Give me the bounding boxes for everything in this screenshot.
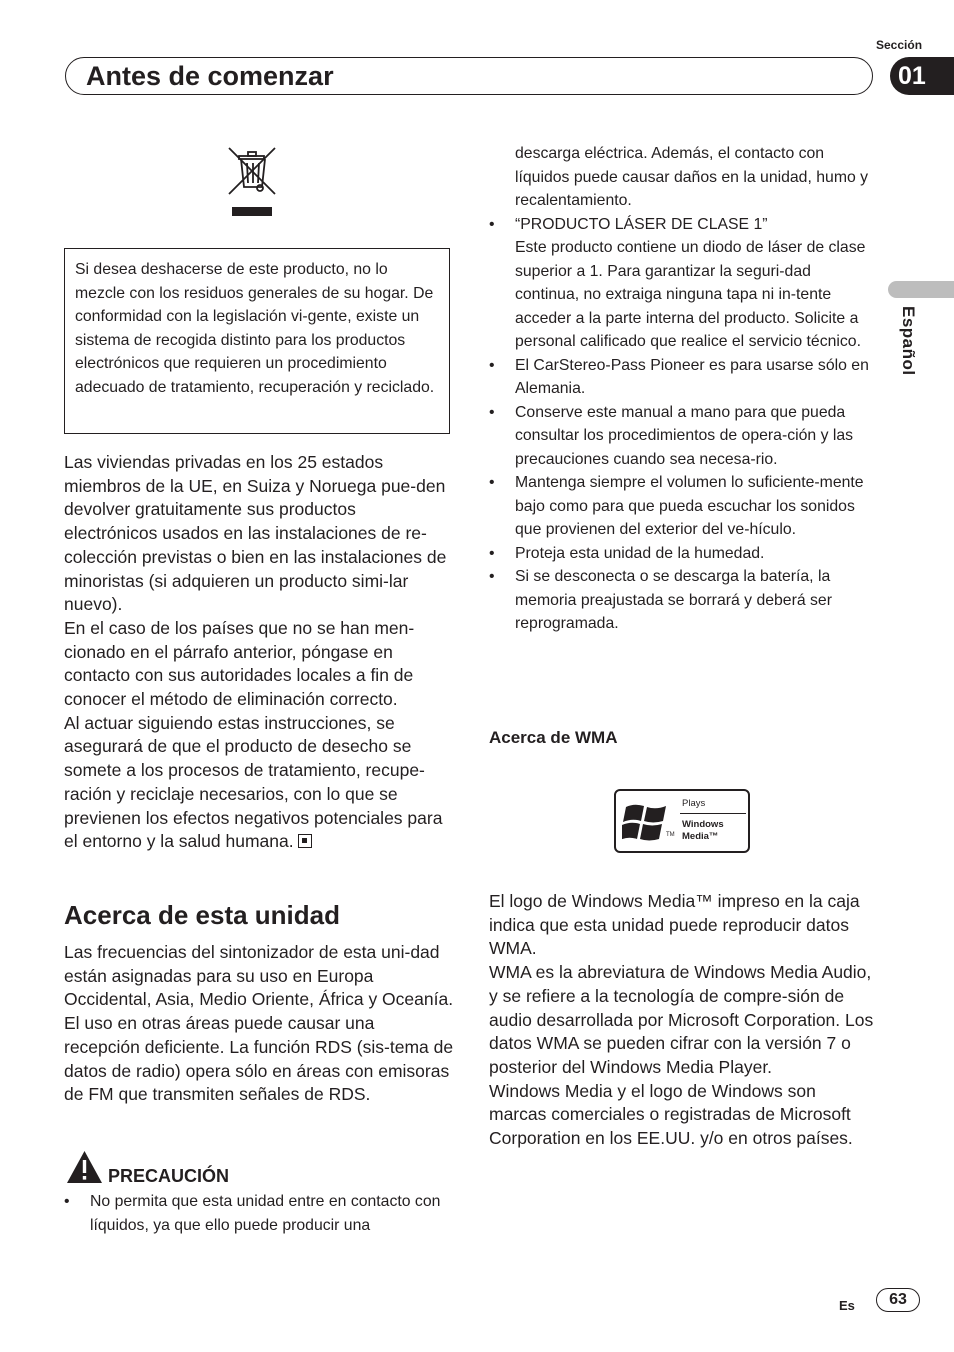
list-item: • El CarStereo-Pass Pioneer es para usarse sólo en Alemania. (489, 354, 874, 401)
windows-media-logo (614, 789, 750, 853)
list-item: • Proteja esta unidad de la humedad. (489, 542, 874, 566)
paragraph: El logo de Windows Media™ impreso en la caja indica que esta unidad puede reproducir datos WMA. (489, 891, 860, 959)
subsection-heading: Acerca de WMA (489, 728, 618, 747)
list-item-continuation: descarga eléctrica. Además, el contacto con líquidos puede causar daños en la unidad, humo y recalentamiento. (515, 145, 869, 209)
section-label: Sección (876, 38, 923, 52)
list-item: • Conserve este manual a mano para que pueda consultar los procedimientos de opera-ción y las precauciones cuando sea necesa-rio. (489, 401, 874, 472)
unit-paragraph: Las frecuencias del sintonizador de esta uni-dad están asignadas para su uso en Europa Occidental, Asia, Medio Oriente, África y Oceanía. El uso en otras áreas puede causar una recepción deficiente. La función RDS (sis-tema de datos de radio) opera sólo en áreas con emisoras de FM que transmiten señales de RDS. (64, 942, 454, 1105)
paragraph: Al actuar siguiendo estas instrucciones, se asegurará de que el producto de desecho se somete a los procesos de tratamiento, recupe-ración y reciclaje necesarios, con lo que se previenen los efectos negativos potenciales para el entorno y la salud humana. (64, 712, 443, 852)
logo-windows: Windows (682, 819, 724, 830)
wma-paragraphs (489, 890, 874, 1151)
section-heading: Acerca de esta unidad (64, 900, 340, 930)
language-tab (888, 281, 954, 298)
paragraph: WMA es la abreviatura de Windows Media Audio, y se refiere a la tecnología de compre-sión de audio desarrollada por Microsoft Corporation. Los datos WMA se pueden cifrar con la versión 7 o posterior del Windows Media Player. (489, 962, 874, 1077)
paragraph: En el caso de los países que no se han men-cionado en el párrafo anterior, póngase en contacto con sus autoridades locales a fin de conocer el método de eliminación correcto. (64, 617, 415, 710)
end-mark-icon (298, 834, 312, 848)
caution-list (64, 1190, 454, 1237)
list-item-continuation: Este producto contiene un diodo de láser de clase superior a 1. Para garantizar la seguri-dad continua, no extraiga ninguna tapa ni in-tente acceder a la parte interna del producto. Solicite a personal calificado que realice el servicio técnico. (515, 239, 866, 350)
logo-tm: TM (666, 832, 675, 838)
language-code: Es (839, 1298, 855, 1313)
list-item: • Si se desconecta o se descarga la batería, la memoria preajustada se borrará y deberá ser reprogramada. (489, 565, 874, 636)
paragraph: Las viviendas privadas en los 25 estados miembros de la UE, en Suiza y Noruega pue-den devolver gratuitamente sus productos electrónicos usados en las instalaciones de re-colección previstas o bien en las instalaciones de minoristas (si adquieren un producto simi-lar nuevo). (64, 452, 447, 615)
list-item: • Mantenga siempre el volumen lo suficiente-mente bajo como para que pueda escuchar los sonidos que provienen del exterior del ve-hículo. (489, 471, 874, 542)
list-item: • No permita que esta unidad entre en contacto con líquidos, ya que ello puede producir una (64, 1190, 454, 1237)
logo-media: Media™ (682, 831, 719, 842)
language-label: Español (899, 306, 918, 376)
disposal-notice-text: Si desea deshacerse de este producto, no lo mezcle con los residuos generales de su hogar. De conformidad con la legislación vi-gente, existe un sistema de recogida distinto para los productos electrónicos que requieren un procedimiento adecuado de tratamiento, recuperación y reciclado. (75, 261, 435, 396)
crossed-bin-icon (226, 145, 280, 219)
section-number: 01 (890, 57, 954, 95)
right-column-list (489, 142, 874, 636)
logo-plays: Plays (682, 798, 706, 809)
list-item: • “PRODUCTO LÁSER DE CLASE 1” (489, 213, 874, 237)
warning-icon (66, 1150, 103, 1184)
caution-title: PRECAUCIÓN (108, 1166, 230, 1186)
paragraph: Windows Media y el logo de Windows son marcas comerciales o registradas de Microsoft Corporation en los EE.UU. y/o en otros países. (489, 1080, 853, 1149)
page-number: 63 (876, 1288, 920, 1312)
logo-divider (680, 813, 746, 814)
disposal-paragraphs (64, 451, 454, 854)
page-title: Antes de comenzar (86, 61, 334, 91)
